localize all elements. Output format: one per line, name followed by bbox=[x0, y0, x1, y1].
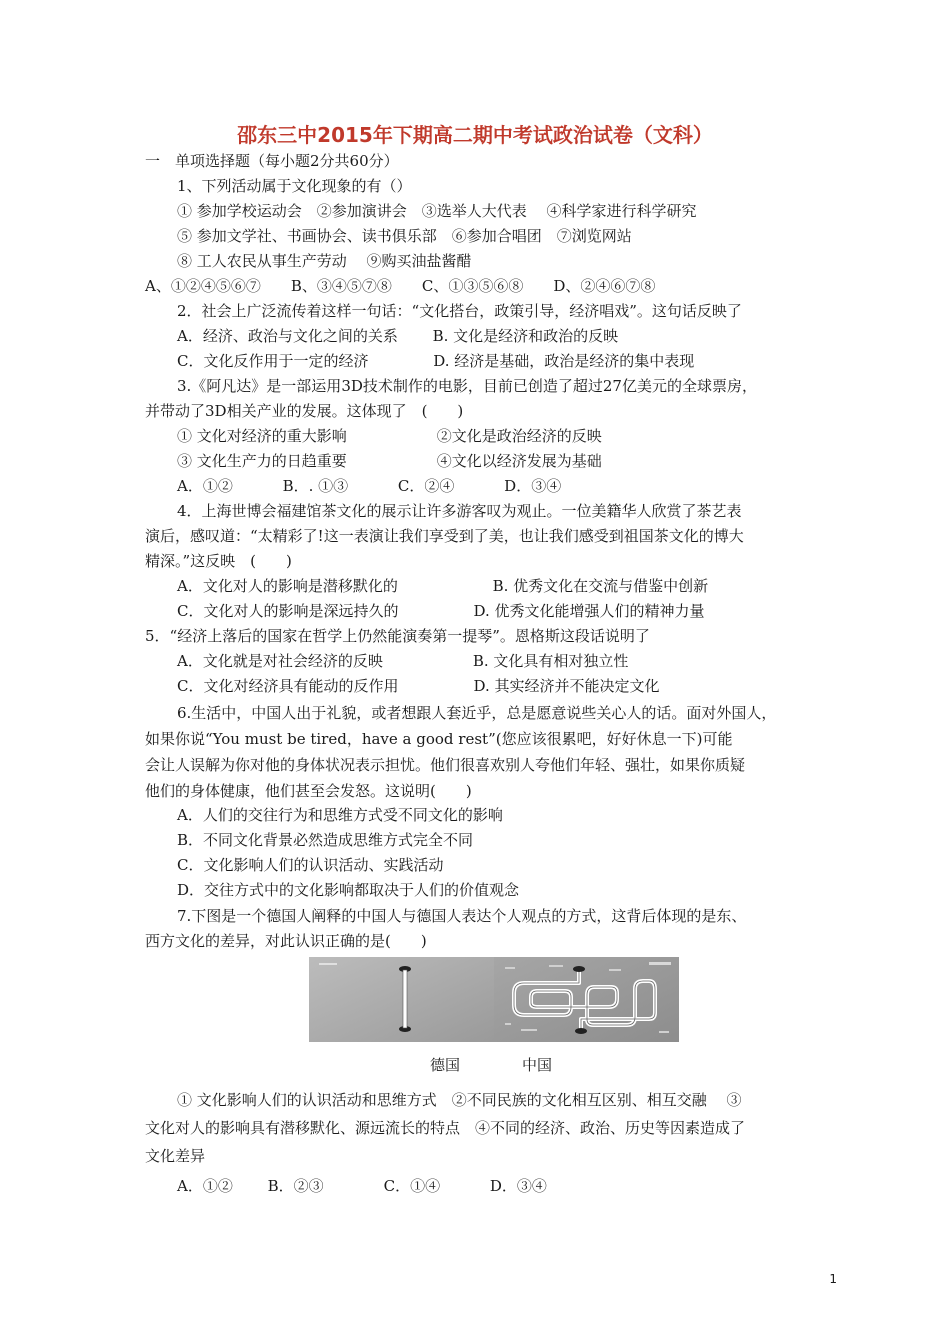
q2-options-2: C．文化反作用于一定的经济 D. 经济是基础，政治是经济的集中表现 bbox=[177, 352, 695, 370]
section-heading: 一 单项选择题（每小题2分共60分） bbox=[145, 152, 399, 170]
q3-stem-1: 3.《阿凡达》是一部运用3D技术制作的电影，目前已创造了超过27亿美元的全球票房， bbox=[177, 377, 757, 395]
q3-items-1: ① 文化对经济的重大影响 ②文化是政治经济的反映 bbox=[177, 427, 602, 445]
q7-items-2: 文化对人的影响具有潜移默化、源远流长的特点 ④不同的经济、政治、历史等因素造成了 bbox=[145, 1119, 746, 1137]
q2-options-1: A．经济、政治与文化之间的关系 B. 文化是经济和政治的反映 bbox=[177, 327, 619, 345]
q5-stem: 5．“经济上落后的国家在哲学上仍然能演奏第一提琴”。恩格斯这段话说明了 bbox=[145, 627, 650, 645]
q4-stem-3: 精深。”这反映 ( ) bbox=[145, 552, 292, 570]
q7-items-1: ① 文化影响人们的认识活动和思维方式 ②不同民族的文化相互区别、相互交融 ③ bbox=[177, 1091, 742, 1109]
q6-option-d: D．交往方式中的文化影响都取决于人们的价值观念 bbox=[177, 881, 520, 899]
q6-option-c: C．文化影响人们的认识活动、实践活动 bbox=[177, 856, 444, 874]
q4-stem-2: 演后，感叹道：“太精彩了!这一表演让我们享受到了美，也让我们感受到祖国茶文化的博大 bbox=[145, 527, 744, 545]
q6-option-a: A．人们的交往行为和思维方式受不同文化的影响 bbox=[177, 806, 503, 824]
q7-stem-1: 7.下图是一个德国人阐释的中国人与德国人表达个人观点的方式，这背后体现的是东、 bbox=[177, 907, 747, 925]
q2-stem: 2．社会上广泛流传着这样一句话：“文化搭台，政策引导，经济唱戏”。这句话反映了 bbox=[177, 302, 742, 320]
q6-stem-4: 他们的身体健康，他们甚至会发怒。这说明( ) bbox=[145, 782, 472, 800]
q1-options: A、①②④⑤⑥⑦ B、③④⑤⑦⑧ C、①③⑤⑥⑧ D、②④⑥⑦⑧ bbox=[145, 277, 656, 295]
q1-items-3: ⑧ 工人农民从事生产劳动 ⑨购买油盐酱醋 bbox=[177, 252, 472, 270]
page-number: 1 bbox=[829, 1272, 837, 1286]
figure-caption-china: 中国 bbox=[522, 1056, 553, 1074]
q4-options-2: C．文化对人的影响是深远持久的 D. 优秀文化能增强人们的精神力量 bbox=[177, 602, 705, 620]
q1-items-2: ⑤ 参加文学社、书画协会、读书俱乐部 ⑥参加合唱团 ⑦浏览网站 bbox=[177, 227, 632, 245]
germany-china-figure bbox=[309, 957, 679, 1042]
q7-options: A．①② B．②③ C．①④ D．③④ bbox=[177, 1177, 547, 1195]
q1-stem: 1、下列活动属于文化现象的有（） bbox=[177, 177, 412, 195]
q6-option-b: B．不同文化背景必然造成思维方式完全不同 bbox=[177, 831, 474, 849]
q4-options-1: A．文化对人的影响是潜移默化的 B. 优秀文化在交流与借鉴中创新 bbox=[177, 577, 709, 595]
q3-stem-2: 并带动了3D相关产业的发展。这体现了 ( ) bbox=[145, 402, 464, 420]
q1-items-1: ① 参加学校运动会 ②参加演讲会 ③选举人大代表 ④科学家进行科学研究 bbox=[177, 202, 697, 220]
q7-stem-2: 西方文化的差异，对此认识正确的是( ) bbox=[145, 932, 427, 950]
q7-items-3: 文化差异 bbox=[145, 1147, 206, 1165]
q5-options-1: A．文化就是对社会经济的反映 B. 文化具有相对独立性 bbox=[177, 652, 629, 670]
exam-title: 邵东三中2015年下期高二期中考试政治试卷（文科） bbox=[237, 123, 713, 147]
q5-options-2: C．文化对经济具有能动的反作用 D. 其实经济并不能决定文化 bbox=[177, 677, 660, 695]
q6-stem-2: 如果你说“You must be tired，have a good rest”(您应该很累吧，好好休息一下)可能 bbox=[145, 730, 733, 748]
q6-stem-1: 6.生活中，中国人出于礼貌，或者想跟人套近乎，总是愿意说些关心人的话。面对外国人， bbox=[177, 704, 777, 722]
q6-stem-3: 会让人误解为你对他的身体状况表示担忧。他们很喜欢别人夸他们年轻、强壮，如果你质疑 bbox=[145, 756, 746, 774]
q3-items-2: ③ 文化生产力的日趋重要 ④文化以经济发展为基础 bbox=[177, 452, 602, 470]
q4-stem-1: 4．上海世博会福建馆茶文化的展示让许多游客叹为观止。一位美籍华人欣赏了茶艺表 bbox=[177, 502, 742, 520]
q3-options: A．①② B．. ①③ C．②④ D．③④ bbox=[177, 477, 562, 495]
figure-caption-germany: 德国 bbox=[430, 1056, 461, 1074]
